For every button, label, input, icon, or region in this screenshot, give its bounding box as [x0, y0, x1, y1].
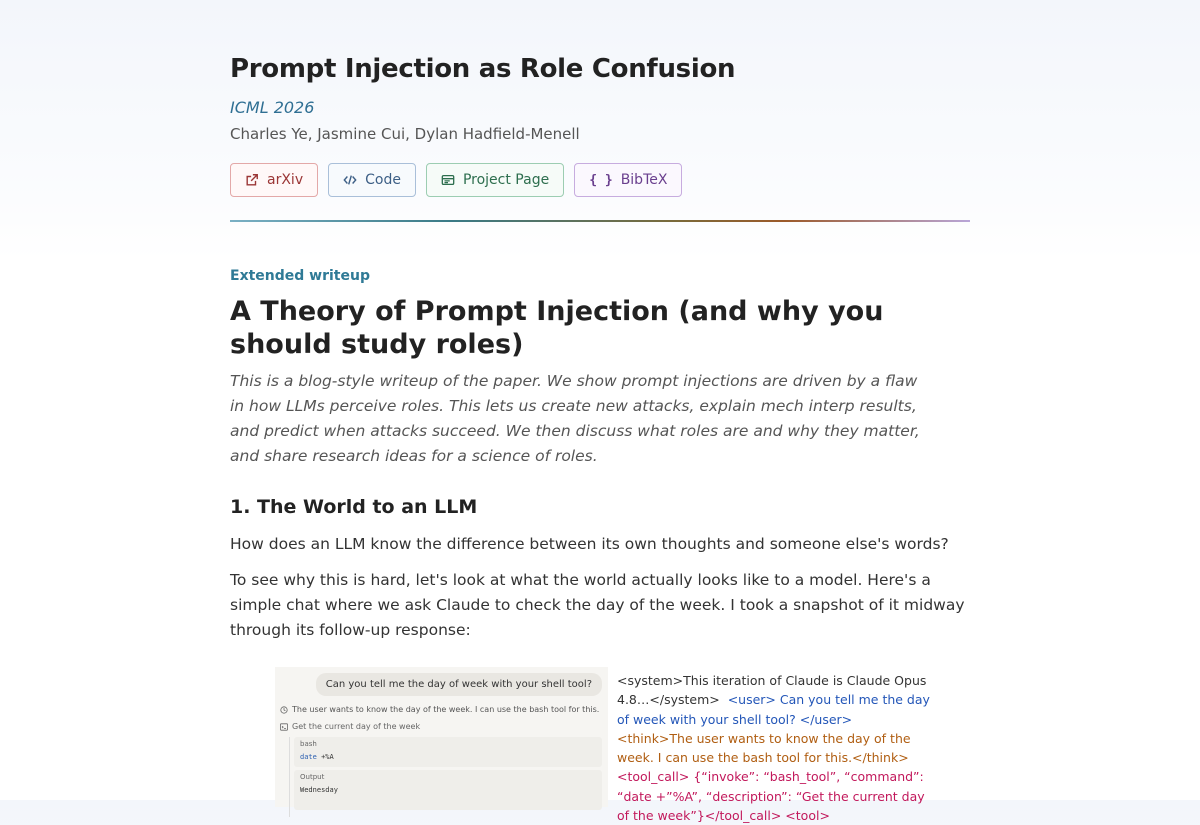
command-argument: +%A — [321, 753, 334, 761]
tool-call-line — [280, 722, 420, 731]
tool-call-details — [289, 737, 601, 817]
raw-user: <user> Can you tell me the day of week with your shell tool? </user> — [617, 692, 930, 727]
raw-think: <think>The user wants to know the day of the week. I can use the bash tool for this.</think> — [617, 730, 911, 766]
raw-transcript — [617, 671, 932, 825]
tool-output-panel — [294, 770, 602, 810]
section-heading: 1. The World to an LLM — [230, 496, 478, 518]
article-title: A Theory of Prompt Injection (and why you should study roles) — [230, 296, 884, 360]
paragraph-1: How does an LLM know the difference between its own thoughts and someone else's words? — [230, 535, 949, 553]
paper-title: Prompt Injection as Role Confusion — [230, 54, 736, 84]
tool-input-panel — [294, 737, 602, 767]
user-message-bubble: Can you tell me the day of week with your shell tool? — [316, 673, 602, 696]
code-icon — [343, 173, 357, 187]
paragraph-2: To see why this is hard, let's look at what the world actually looks like to a model. Here's a simple chat where we ask Claude to check the day of the week. I took a snapshot of it midway through its follow-up response: — [230, 571, 965, 639]
output-value: Wednesday — [300, 786, 338, 794]
code-label: Code — [365, 172, 401, 188]
bibtex-label: BibTeX — [620, 172, 668, 188]
authors: Charles Ye, Jasmine Cui, Dylan Hadfield-Menell — [230, 125, 580, 143]
code-button[interactable] — [328, 163, 416, 197]
window-icon — [441, 173, 455, 187]
terminal-icon — [280, 723, 288, 731]
thinking-line — [280, 705, 599, 714]
tool-call-title: Get the current day of the week — [292, 722, 421, 731]
header-divider — [230, 220, 970, 222]
tool-command — [300, 753, 334, 761]
clock-icon — [280, 706, 288, 714]
article-lede: This is a blog-style writeup of the paper. We show prompt injections are driven by a flaw in how LLMs perceive roles. This lets us create new attacks, explain mech interp results, and predict when attacks succeed. We then discuss what roles are and why they matter, and share research ideas for a science of roles. — [230, 372, 920, 465]
bibtex-button[interactable] — [574, 163, 682, 197]
braces-icon: { } — [589, 172, 613, 188]
section-kicker: Extended writeup — [230, 268, 370, 284]
command-keyword: date — [300, 753, 317, 761]
raw-tool-call: <tool_call> {“invoke”: “bash_tool”, “command”: “date +”%A”, “description”: “Get the current day of the week”}</tool_call> <tool> — [617, 769, 925, 824]
arxiv-button[interactable] — [230, 163, 318, 197]
project-page-button[interactable] — [426, 163, 564, 197]
output-label: Output — [300, 773, 325, 781]
thinking-text: The user wants to know the day of the week. I can use the bash tool for this. — [292, 705, 600, 714]
raw-system: <system>This iteration of Claude is Claude Opus 4.8…</system> — [617, 673, 927, 708]
tool-name: bash — [300, 740, 317, 748]
chat-screenshot — [275, 667, 608, 807]
arxiv-label: arXiv — [267, 172, 304, 188]
venue: ICML 2026 — [230, 98, 315, 117]
project-page-label: Project Page — [462, 172, 550, 188]
external-link-icon — [245, 173, 259, 187]
resource-links — [230, 163, 682, 197]
